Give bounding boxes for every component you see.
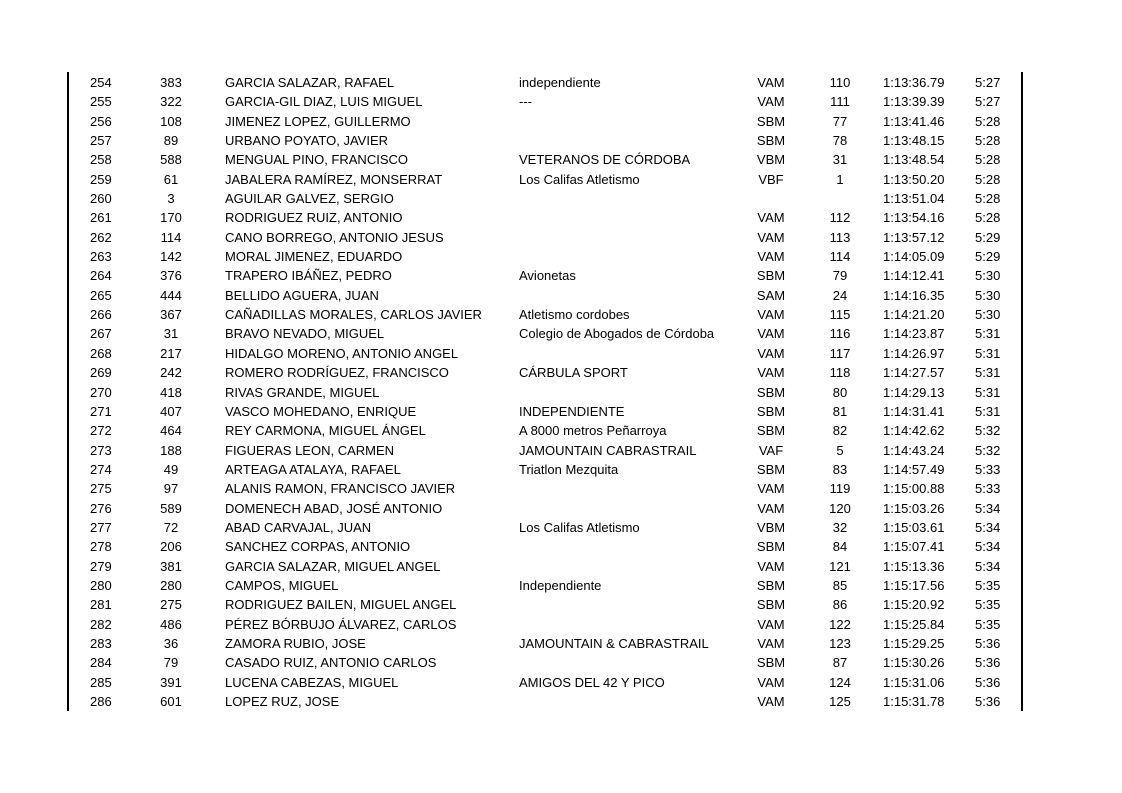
category-cell: VAM [757,500,785,516]
runner-name-cell: GARCIA SALAZAR, RAFAEL [225,75,395,90]
finish-time-cell: 1:14:31.41 [883,403,945,419]
finish-time-cell: 1:13:51.04 [883,191,945,207]
table-row [0,402,1122,421]
runner-name-cell: ZAMORA RUBIO, JOSE [225,635,366,651]
table-row [0,344,1122,363]
pace-cell: 5:31 [975,403,1001,419]
bib-cell: 49 [163,461,179,477]
club-cell: Los Califas Atletismo [519,519,640,535]
position-cell: 259 [90,171,112,187]
position-cell: 258 [90,152,112,168]
runner-name-cell: ARTEAGA ATALAYA, RAFAEL [225,461,401,477]
pace-cell: 5:31 [975,326,1001,342]
bib-cell: 589 [160,500,182,516]
category-cell: VAM [757,307,785,323]
position-cell: 276 [90,500,112,516]
finish-time-cell: 1:15:25.84 [883,616,945,632]
finish-time-cell: 1:15:20.92 [883,597,945,613]
finish-time-cell: 1:14:27.57 [883,365,945,381]
pace-cell: 5:34 [975,539,1001,555]
position-cell: 263 [90,249,112,265]
runner-name-cell: LOPEZ RUZ, JOSE [225,694,340,709]
finish-time-cell: 1:14:43.24 [883,442,945,458]
pace-cell: 5:31 [975,384,1001,400]
bib-cell: 72 [163,519,179,535]
runner-name-cell: GARCIA SALAZAR, MIGUEL ANGEL [225,558,441,574]
category-cell: VAM [757,674,785,690]
position-cell: 279 [90,558,112,574]
bib-cell: 588 [160,152,182,168]
table-row [0,653,1122,672]
pace-cell: 5:32 [975,442,1001,458]
club-cell: CÁRBULA SPORT [519,365,628,381]
finish-time-cell: 1:14:21.20 [883,307,945,323]
table-row [0,673,1122,692]
pace-cell: 5:31 [975,345,1001,361]
position-cell: 272 [90,423,112,439]
position-cell: 256 [90,113,112,129]
club-cell: INDEPENDIENTE [519,403,625,419]
category-position-cell: 110 [829,75,851,90]
category-position-cell: 121 [829,558,851,574]
runner-name-cell: PÉREZ BÓRBUJO ÁLVAREZ, CARLOS [225,616,457,632]
table-row [0,247,1122,266]
runner-name-cell: LUCENA CABEZAS, MIGUEL [225,674,399,690]
runner-name-cell: RIVAS GRANDE, MIGUEL [225,384,380,400]
pace-cell: 5:36 [975,655,1001,671]
category-cell: SAM [756,287,786,303]
category-position-cell: 84 [832,539,848,555]
category-cell: SBM [756,268,786,284]
finish-time-cell: 1:14:57.49 [883,461,945,477]
category-position-cell: 31 [832,152,848,168]
position-cell: 268 [90,345,112,361]
finish-time-cell: 1:14:12.41 [883,268,945,284]
position-cell: 257 [90,133,112,149]
pace-cell: 5:28 [975,152,1001,168]
position-cell: 285 [90,674,112,690]
category-position-cell: 123 [829,635,851,651]
table-row [0,460,1122,479]
club-cell: VETERANOS DE CÓRDOBA [519,152,691,168]
pace-cell: 5:30 [975,287,1001,303]
runner-name-cell: FIGUERAS LEON, CARMEN [225,442,395,458]
position-cell: 278 [90,539,112,555]
pace-cell: 5:31 [975,365,1001,381]
category-position-cell: 5 [836,442,844,458]
finish-time-cell: 1:15:00.88 [883,481,945,497]
table-row [0,131,1122,150]
pace-cell: 5:36 [975,635,1001,651]
results-table [0,73,1122,711]
position-cell: 265 [90,287,112,303]
pace-cell: 5:30 [975,307,1001,323]
category-cell: SBM [756,597,786,613]
bib-cell: 142 [160,249,182,265]
pace-cell: 5:35 [975,597,1001,613]
category-cell: VAM [757,210,785,226]
category-position-cell: 81 [832,403,848,419]
pace-cell: 5:28 [975,191,1001,207]
club-cell: AMIGOS DEL 42 Y PICO [519,674,665,690]
bib-cell: 275 [160,597,182,613]
club-cell: A 8000 metros Peñarroya [519,423,667,439]
category-cell: VBM [756,152,786,168]
category-cell: VAM [757,365,785,381]
runner-name-cell: MORAL JIMENEZ, EDUARDO [225,249,403,265]
pace-cell: 5:33 [975,481,1001,497]
finish-time-cell: 1:15:17.56 [883,577,945,593]
club-cell: JAMOUNTAIN CABRASTRAIL [519,442,697,458]
runner-name-cell: CAMPOS, MIGUEL [225,577,339,593]
category-position-cell: 111 [830,94,850,110]
finish-time-cell: 1:14:42.62 [883,423,945,439]
bib-cell: 79 [163,655,179,671]
bib-cell: 322 [160,94,182,110]
finish-time-cell: 1:13:57.12 [883,229,945,245]
category-position-cell: 114 [829,249,851,265]
pace-cell: 5:36 [975,674,1001,690]
club-cell: Avionetas [519,268,576,284]
category-cell: VAM [757,558,785,574]
runner-name-cell: VASCO MOHEDANO, ENRIQUE [225,403,417,419]
position-cell: 262 [90,229,112,245]
pace-cell: 5:28 [975,171,1001,187]
runner-name-cell: BELLIDO AGUERA, JUAN [225,287,379,303]
category-cell: VAM [757,481,785,497]
pace-cell: 5:28 [975,210,1001,226]
table-row [0,170,1122,189]
table-row [0,576,1122,595]
table-row [0,692,1122,711]
club-cell: Triatlon Mezquita [519,461,619,477]
category-position-cell: 86 [832,597,848,613]
runner-name-cell: TRAPERO IBÁÑEZ, PEDRO [225,268,392,284]
category-cell: SBM [756,403,786,419]
finish-time-cell: 1:13:50.20 [883,171,945,187]
bib-cell: 601 [160,694,182,709]
bib-cell: 444 [160,287,182,303]
pace-cell: 5:30 [975,268,1001,284]
category-cell: SBM [756,461,786,477]
position-cell: 286 [90,694,112,709]
category-position-cell: 32 [832,519,848,535]
category-position-cell: 116 [829,326,851,342]
bib-cell: 391 [160,674,182,690]
table-row [0,383,1122,402]
runner-name-cell: HIDALGO MORENO, ANTONIO ANGEL [225,345,459,361]
table-row [0,324,1122,343]
position-cell: 269 [90,365,112,381]
category-cell: VAM [757,635,785,651]
table-row [0,634,1122,653]
category-position-cell: 125 [829,694,851,709]
table-row [0,112,1122,131]
runner-name-cell: GARCIA-GIL DIAZ, LUIS MIGUEL [225,94,423,110]
category-position-cell: 113 [829,229,851,245]
category-position-cell: 87 [832,655,848,671]
position-cell: 267 [90,326,112,342]
position-cell: 275 [90,481,112,497]
bib-cell: 36 [163,635,179,651]
club-cell: Atletismo cordobes [519,307,630,323]
category-cell: SBM [756,423,786,439]
pace-cell: 5:27 [975,94,1001,110]
category-position-cell: 115 [829,307,851,323]
runner-name-cell: MENGUAL PINO, FRANCISCO [225,152,408,168]
category-cell: SBM [756,539,786,555]
runner-name-cell: CASADO RUIZ, ANTONIO CARLOS [225,655,437,671]
position-cell: 270 [90,384,112,400]
category-cell: VAM [757,249,785,265]
position-cell: 282 [90,616,112,632]
runner-name-cell: JIMENEZ LOPEZ, GUILLERMO [225,113,411,129]
category-cell: VAM [757,345,785,361]
club-cell: independiente [519,75,601,90]
table-row [0,286,1122,305]
category-cell: SBM [756,384,786,400]
table-row [0,228,1122,247]
table-row [0,189,1122,208]
pace-cell: 5:33 [975,461,1001,477]
position-cell: 281 [90,597,112,613]
table-row [0,537,1122,556]
bib-cell: 217 [160,345,182,361]
category-cell: VAM [757,616,785,632]
position-cell: 264 [90,268,112,284]
table-row [0,479,1122,498]
category-position-cell: 80 [832,384,848,400]
category-position-cell: 85 [832,577,848,593]
finish-time-cell: 1:15:30.26 [883,655,945,671]
position-cell: 280 [90,577,112,593]
table-row [0,557,1122,576]
runner-name-cell: BRAVO NEVADO, MIGUEL [225,326,385,342]
bib-cell: 464 [160,423,182,439]
club-cell: Independiente [519,577,602,593]
table-row [0,421,1122,440]
category-position-cell: 82 [832,423,848,439]
position-cell: 266 [90,307,112,323]
category-position-cell: 118 [829,365,851,381]
runner-name-cell: DOMENECH ABAD, JOSÉ ANTONIO [225,500,443,516]
finish-time-cell: 1:13:41.46 [883,113,945,129]
category-cell: VAM [757,694,785,709]
finish-time-cell: 1:15:07.41 [883,539,945,555]
finish-time-cell: 1:15:13.36 [883,558,945,574]
finish-time-cell: 1:14:26.97 [883,345,945,361]
bib-cell: 31 [163,326,179,342]
category-cell: VBF [758,171,784,187]
table-row [0,150,1122,169]
runner-name-cell: URBANO POYATO, JAVIER [225,133,389,149]
runner-name-cell: ROMERO RODRÍGUEZ, FRANCISCO [225,365,449,381]
position-cell: 254 [90,75,112,90]
club-cell: --- [519,94,532,110]
category-position-cell: 124 [829,674,851,690]
club-cell: Los Califas Atletismo [519,171,640,187]
category-cell: SBM [756,577,786,593]
table-row [0,73,1122,92]
category-cell: VBM [756,519,786,535]
pace-cell: 5:35 [975,577,1001,593]
position-cell: 284 [90,655,112,671]
finish-time-cell: 1:15:31.78 [883,694,945,709]
table-row [0,595,1122,614]
position-cell: 261 [90,210,112,226]
bib-cell: 3 [167,191,175,207]
table-row [0,518,1122,537]
pace-cell: 5:32 [975,423,1001,439]
category-position-cell: 77 [832,113,848,129]
pace-cell: 5:36 [975,694,1001,709]
category-position-cell: 117 [829,345,851,361]
finish-time-cell: 1:15:31.06 [883,674,945,690]
table-row [0,363,1122,382]
category-position-cell: 79 [832,268,848,284]
finish-time-cell: 1:13:54.16 [883,210,945,226]
category-position-cell: 119 [829,481,851,497]
table-row [0,615,1122,634]
pace-cell: 5:34 [975,500,1001,516]
category-cell: SBM [756,113,786,129]
position-cell: 260 [90,191,112,207]
category-cell: SBM [756,655,786,671]
finish-time-cell: 1:13:48.15 [883,133,945,149]
runner-name-cell: ALANIS RAMON, FRANCISCO JAVIER [225,481,456,497]
runner-name-cell: CAÑADILLAS MORALES, CARLOS JAVIER [225,307,482,323]
finish-time-cell: 1:15:03.26 [883,500,945,516]
bib-cell: 108 [160,113,182,129]
position-cell: 273 [90,442,112,458]
position-cell: 271 [90,403,112,419]
pace-cell: 5:34 [975,558,1001,574]
finish-time-cell: 1:14:29.13 [883,384,945,400]
finish-time-cell: 1:13:36.79 [883,75,945,90]
bib-cell: 188 [160,442,182,458]
bib-cell: 486 [160,616,182,632]
bib-cell: 383 [160,75,182,90]
pace-cell: 5:28 [975,133,1001,149]
table-row [0,266,1122,285]
runner-name-cell: SANCHEZ CORPAS, ANTONIO [225,539,411,555]
category-position-cell: 122 [829,616,851,632]
runner-name-cell: AGUILAR GALVEZ, SERGIO [225,191,394,207]
bib-cell: 97 [163,481,179,497]
table-row [0,441,1122,460]
category-cell: SBM [756,133,786,149]
runner-name-cell: REY CARMONA, MIGUEL ÁNGEL [225,423,426,439]
finish-time-cell: 1:14:05.09 [883,249,945,265]
pace-cell: 5:35 [975,616,1001,632]
category-position-cell: 24 [832,287,848,303]
club-cell: Colegio de Abogados de Córdoba [519,326,715,342]
club-cell: JAMOUNTAIN & CABRASTRAIL [519,635,709,651]
runner-name-cell: ABAD CARVAJAL, JUAN [225,519,372,535]
bib-cell: 114 [160,229,182,245]
bib-cell: 280 [160,577,182,593]
category-cell: VAM [757,326,785,342]
table-row [0,305,1122,324]
pace-cell: 5:28 [975,113,1001,129]
position-cell: 274 [90,461,112,477]
bib-cell: 242 [160,365,182,381]
bib-cell: 367 [160,307,182,323]
category-position-cell: 120 [829,500,851,516]
bib-cell: 376 [160,268,182,284]
category-position-cell: 112 [829,210,851,226]
table-row [0,208,1122,227]
category-position-cell: 83 [832,461,848,477]
category-cell: VAM [757,75,785,90]
table-row [0,499,1122,518]
finish-time-cell: 1:15:03.61 [883,519,945,535]
bib-cell: 89 [163,133,179,149]
runner-name-cell: JABALERA RAMÍREZ, MONSERRAT [225,171,443,187]
finish-time-cell: 1:14:16.35 [883,287,945,303]
bib-cell: 381 [160,558,182,574]
finish-time-cell: 1:13:48.54 [883,152,945,168]
category-cell: VAM [757,94,785,110]
pace-cell: 5:34 [975,519,1001,535]
category-position-cell: 78 [832,133,848,149]
runner-name-cell: RODRIGUEZ BAILEN, MIGUEL ANGEL [225,597,457,613]
finish-time-cell: 1:15:29.25 [883,635,945,651]
position-cell: 283 [90,635,112,651]
bib-cell: 407 [160,403,182,419]
pace-cell: 5:27 [975,75,1001,90]
pace-cell: 5:29 [975,249,1001,265]
bib-cell: 206 [160,539,182,555]
runner-name-cell: CANO BORREGO, ANTONIO JESUS [225,229,444,245]
finish-time-cell: 1:13:39.39 [883,94,945,110]
category-position-cell: 1 [836,171,844,187]
runner-name-cell: RODRIGUEZ RUIZ, ANTONIO [225,210,403,226]
bib-cell: 61 [163,171,179,187]
category-cell: VAF [758,442,784,458]
bib-cell: 418 [160,384,182,400]
position-cell: 255 [90,94,112,110]
pace-cell: 5:29 [975,229,1001,245]
position-cell: 277 [90,519,112,535]
category-cell: VAM [757,229,785,245]
finish-time-cell: 1:14:23.87 [883,326,945,342]
table-row [0,92,1122,111]
bib-cell: 170 [160,210,182,226]
